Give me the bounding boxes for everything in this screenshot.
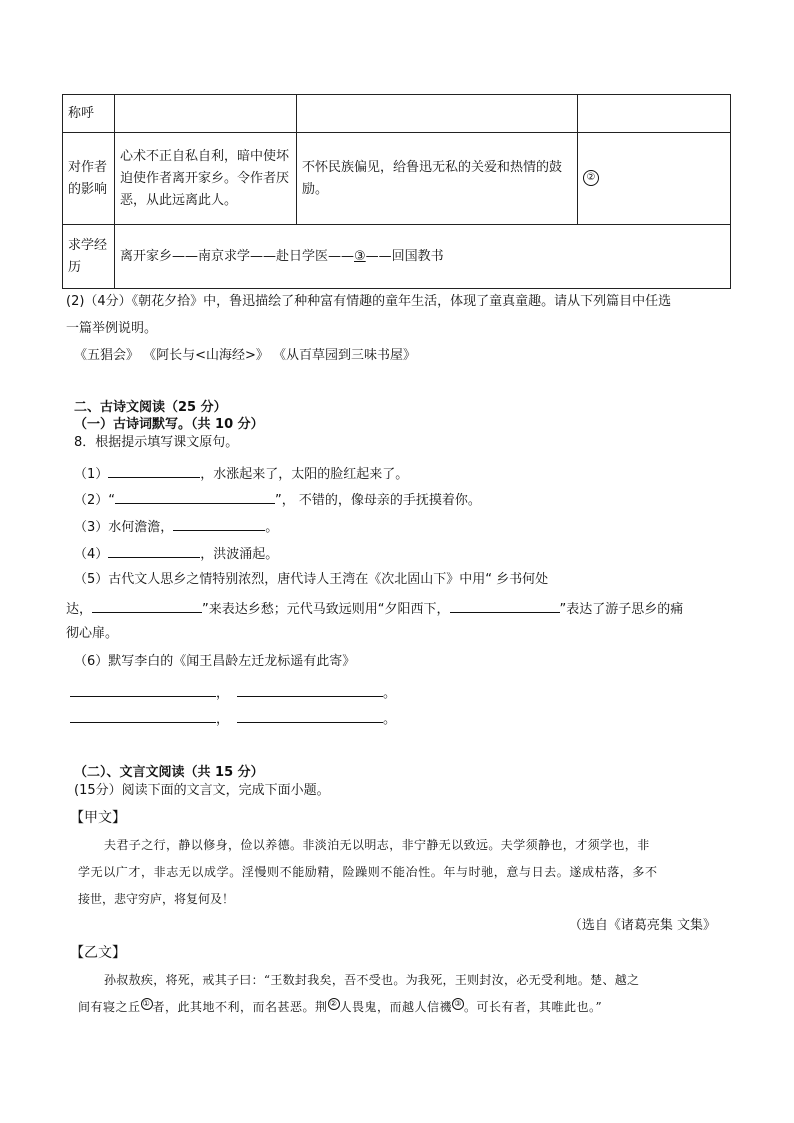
- table-row: [63, 133, 731, 225]
- fill-blank[interactable]: [450, 598, 560, 613]
- item-label: （1）: [74, 467, 109, 482]
- q2-titles: 《五猖会》 《阿长与<山海经>》 《从百草园到三味书屋》: [74, 348, 417, 363]
- subsection-title: （一）古诗词默写。（共 10 分）: [74, 417, 264, 432]
- passage-label-jia: 【甲文】: [70, 810, 126, 826]
- table-cell: 不怀民族偏见，给鲁迅无私的关爱和热情的鼓励。: [297, 133, 578, 225]
- item-label: （3）水何澹澹，: [74, 520, 174, 535]
- passage-source: （选自《诸葛亮集 文集》: [568, 918, 716, 933]
- fill-blank[interactable]: [92, 598, 202, 613]
- passage-text: 间有寝之丘: [78, 1000, 141, 1014]
- q2-line1: (2)（4分）《朝花夕拾》中，鲁迅描绘了种种富有情趣的童年生活，体现了童真童趣。请从下列篇目中任选: [66, 294, 672, 309]
- footnote-marker: ②: [328, 998, 340, 1010]
- study-text-b: ——回国教书: [365, 248, 444, 264]
- item-5-line2: [66, 598, 683, 620]
- table-cell: [115, 95, 297, 133]
- passage-yi-line: [78, 997, 602, 1017]
- table-cell: 心术不正自私自利，暗中使坏迫使作者离开家乡。令作者厌恶，从此远离此人。: [115, 133, 297, 225]
- table-row: [63, 95, 731, 133]
- passage-text: 者，此其地不利，而名甚恶。荆: [152, 1000, 328, 1014]
- fill-blank[interactable]: [237, 708, 383, 723]
- passage-text: 。可长有者，其唯此也。”: [464, 1000, 603, 1014]
- question-8: 8．根据提示填写课文原句。: [74, 435, 239, 450]
- passage-label-yi: 【乙文】: [70, 945, 126, 961]
- item-text: 。: [265, 520, 279, 535]
- punct: ，: [216, 712, 230, 727]
- table-cell: [578, 133, 731, 225]
- table-cell: [578, 95, 731, 133]
- blank-marker: ②: [583, 170, 599, 186]
- fill-blank[interactable]: [173, 516, 265, 531]
- row-head-title: 称呼: [63, 95, 115, 133]
- table-cell: [115, 225, 731, 289]
- fill-blank[interactable]: [108, 543, 200, 558]
- fill-blank[interactable]: [108, 463, 200, 478]
- footnote-marker: ①: [141, 998, 153, 1010]
- section-title: 二、古诗文阅读（25 分）: [74, 400, 227, 415]
- fill-blank[interactable]: [237, 682, 383, 697]
- item-5-line3: 彻心扉。: [66, 626, 119, 641]
- item-text: 达，: [66, 602, 93, 617]
- punct: ，: [216, 686, 230, 701]
- item-text: ，洪波涌起。: [200, 547, 279, 562]
- q2-line2: 一篇举例说明。: [66, 321, 158, 336]
- item-6: （6）默写李白的《闻王昌龄左迁龙标遥有此寄》: [74, 654, 356, 669]
- study-text-a: 离开家乡——南京求学——赴日学医——: [120, 248, 355, 264]
- fill-blank[interactable]: [115, 489, 275, 504]
- row-head-influence: 对作者的影响: [63, 133, 115, 225]
- reading-intro: (15分）阅读下面的文言文，完成下面小题。: [74, 783, 330, 798]
- item-label: （4）: [74, 547, 109, 562]
- item-text: ，水涨起来了，太阳的脸红起来了。: [200, 467, 409, 482]
- item-3: [74, 516, 278, 538]
- item-text: ”， 不错的，像母亲的手抚摸着你。: [275, 493, 481, 508]
- item-label: （2）“: [74, 493, 116, 508]
- item-5-line1: （5）古代文人思乡之情特别浓烈，唐代诗人王湾在《次北固山下》中用“ 乡书何处: [74, 572, 549, 587]
- passage-text: 人畏鬼，而越人信禨: [339, 1000, 453, 1014]
- passage-jia-line: 学无以广才，非志无以成学。淫慢则不能励精，险躁则不能冶性。年与时驰，意与日去。遂成枯落，多不: [78, 865, 658, 879]
- info-table: [62, 94, 731, 289]
- fill-blank[interactable]: [70, 708, 216, 723]
- subsection-title: （二）、文言文阅读（共 15 分）: [74, 765, 264, 780]
- table-row: [63, 225, 731, 289]
- fill-blank[interactable]: [70, 682, 216, 697]
- row-head-study: 求学经历: [63, 225, 115, 289]
- punct: 。: [383, 712, 397, 727]
- item-text: ”来表达乡愁；元代马致远则用“夕阳西下，: [202, 602, 450, 617]
- passage-jia-line: 夫君子之行，静以修身，俭以养德。非淡泊无以明志，非宁静无以致远。夫学须静也，才须学也，非: [104, 838, 650, 852]
- footnote-marker: ③: [452, 998, 464, 1010]
- table-cell: [297, 95, 578, 133]
- poem-line-2: [70, 708, 396, 730]
- passage-yi-line: 孙叔敖疾，将死，戒其子曰：“王数封我矣，吾不受也。为我死，王则封汝，必无受利地。楚、越之: [104, 973, 640, 987]
- item-4: [74, 543, 278, 565]
- item-1: [74, 463, 408, 485]
- punct: 。: [383, 686, 397, 701]
- poem-line-1: [70, 682, 396, 704]
- passage-jia-line: 接世，悲守穷庐，将复何及！: [78, 892, 235, 906]
- blank-marker: ③: [354, 248, 366, 264]
- item-text: ”表达了游子思乡的痛: [559, 602, 684, 617]
- item-2: [74, 489, 481, 511]
